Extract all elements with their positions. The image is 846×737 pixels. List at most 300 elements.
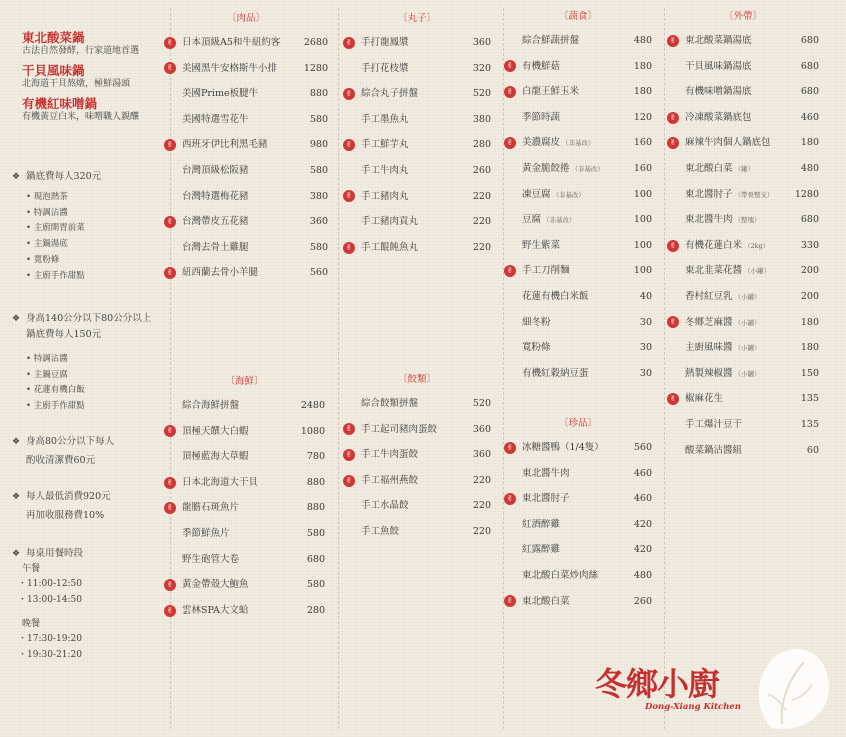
thumbs-up-icon: ✌ (667, 137, 679, 149)
menu-item (665, 182, 821, 208)
menu-item (502, 486, 654, 512)
thumbs-up-icon: ✌ (667, 393, 679, 405)
menu-item-name: 手工豬肉丸 (361, 190, 409, 202)
menu-item-price: 580 (309, 241, 328, 253)
menu-item-price: 560 (633, 442, 652, 453)
thumbs-up-icon: ✌ (343, 423, 355, 435)
menu-item-note: （小罐） (734, 318, 761, 327)
menu-item (502, 589, 654, 615)
menu-item-name: 東北醬肘子 (522, 493, 570, 505)
menu-item-name: 有機味噌鍋湯底 (685, 86, 752, 98)
menu-item-price: 260 (472, 164, 491, 176)
thumbs-up-icon: ✌ (504, 86, 516, 98)
thumbs-up-icon: ✌ (343, 475, 355, 487)
menu-item-name: 手工起司豬肉蛋餃 (361, 423, 438, 435)
menu-item-name: 手工鮮芋丸 (361, 139, 409, 151)
menu-item-name: 手工刀削麵 (522, 265, 570, 277)
thumbs-up-icon: ✌ (164, 139, 176, 151)
dining-block (12, 546, 162, 663)
menu-item-price: 880 (309, 88, 328, 100)
section-header: 〔海鮮〕 (225, 376, 264, 387)
menu-item-note: （非基改） (552, 190, 586, 199)
base-fee-block (12, 169, 162, 284)
menu-item-name: 紅酒醉雞 (522, 518, 561, 530)
menu-item-name: 主廚風味醬 （小罐） (685, 342, 761, 354)
menu-item-name: 熱製辣椒醬 （小罐） (685, 367, 761, 379)
menu-item-name: 寬粉條 (522, 342, 551, 354)
menu-item-price: 180 (800, 316, 819, 328)
menu-item-name: 酸菜鍋沾醬組 (685, 444, 743, 456)
thumbs-up-icon: ✌ (164, 579, 176, 591)
menu-item-price: 360 (472, 449, 491, 461)
menu-item (665, 28, 821, 54)
menu-item (502, 512, 654, 538)
menu-item-price: 680 (800, 86, 819, 98)
menu-item (162, 598, 327, 624)
menu-item-name: 香村紅豆乳 （小罐） (685, 290, 761, 302)
menu-item-price: 160 (633, 162, 652, 174)
menu-item-name: 手工牛肉丸 (361, 164, 409, 176)
menu-item (162, 495, 327, 521)
menu-item (665, 438, 821, 464)
menu-item-price: 580 (309, 164, 328, 176)
menu-item-name: 手工牛肉蛋餃 (361, 449, 419, 461)
menu-item-price: 480 (633, 35, 652, 46)
menu-item-price: 680 (800, 35, 819, 46)
menu-item-name: 綜合鮮蔬拼盤 (522, 35, 580, 46)
section-header: 〔珍品〕 (558, 418, 597, 429)
menu-item-price: 360 (472, 37, 491, 48)
menu-item-price: 220 (472, 474, 491, 486)
menu-item-note: （非基改） (571, 164, 605, 173)
menu-item (665, 335, 821, 361)
logo-name: 冬鄉小廚 (595, 665, 720, 703)
menu-item-name: 花蓮有機白米飯 (522, 290, 589, 302)
menu-item-name: 綜合海鮮拼盤 (182, 400, 240, 411)
section-vegetables (502, 10, 654, 386)
menu-item-name: 日本北海道大干貝 (182, 476, 259, 488)
list-item: • 主廚手作甜點 (26, 270, 85, 281)
hotpot-name: 東北酸菜鍋 (22, 30, 85, 45)
menu-item-price: 135 (800, 418, 819, 430)
menu-item-price: 460 (800, 111, 819, 123)
menu-item-name: 紐西蘭去骨小羊腿 (182, 267, 259, 279)
time-slot: ・17:30-19:20 (18, 634, 82, 644)
hotpot-desc: 古法自然發酵，行家道地首選 (22, 46, 140, 56)
kid-fee-block (12, 311, 162, 415)
menu-item-name: 有機鮮菇 (522, 60, 561, 72)
menu-item-price: 30 (639, 367, 652, 379)
thumbs-up-icon: ✌ (164, 502, 176, 514)
thumbs-up-icon: ✌ (504, 493, 516, 505)
diamond-icon: ❖ (12, 314, 21, 324)
menu-item (665, 233, 821, 259)
menu-item-note: （小罐） (734, 292, 761, 301)
hotpot-item (22, 96, 162, 124)
menu-item-price: 680 (306, 553, 325, 565)
menu-item (502, 207, 654, 233)
diamond-icon: ❖ (12, 172, 21, 182)
menu-item (162, 419, 327, 445)
menu-item-price: 220 (472, 216, 491, 228)
menu-item-price: 100 (633, 214, 652, 226)
menu-item (502, 258, 654, 284)
section-header: 〔蔬食〕 (558, 11, 597, 22)
menu-item-note: （小罐） (734, 344, 761, 353)
menu-item-price: 180 (633, 86, 652, 98)
menu-item-name: 東北酸菜鍋湯底 (685, 35, 752, 46)
menu-item (665, 361, 821, 387)
menu-item-note: （整塊） (734, 216, 761, 225)
logo (595, 666, 741, 712)
menu-item (502, 182, 654, 208)
logo-english: Dong-Xiang Kitchen (645, 702, 741, 712)
menu-item (162, 184, 330, 210)
menu-item-name: 美國黑牛安格斯牛小排 (182, 62, 278, 74)
menu-item (502, 233, 654, 259)
menu-item-price: 180 (633, 60, 652, 72)
menu-item-price: 220 (472, 241, 491, 253)
thumbs-up-icon: ✌ (667, 112, 679, 124)
menu-item-note: （非基改） (562, 139, 595, 148)
menu-item-price: 60 (806, 444, 819, 456)
list-item: • 主鍋湯底 (26, 239, 68, 250)
menu-item (665, 207, 821, 233)
menu-item-price: 680 (800, 60, 819, 72)
menu-item-price: 200 (800, 265, 819, 277)
menu-item-price: 100 (633, 265, 652, 277)
hotpot-name: 有機紅味噌鍋 (22, 96, 98, 111)
list-item: • 寬粉條 (26, 254, 60, 265)
menu-item (341, 107, 493, 133)
menu-item (341, 30, 493, 56)
menu-item (341, 391, 493, 417)
thumbs-up-icon: ✌ (504, 60, 516, 72)
thumbs-up-icon: ✌ (667, 35, 679, 47)
thumbs-up-icon: ✌ (164, 605, 176, 617)
menu-item-name: 頂極天饌大白蝦 (182, 425, 249, 437)
section-seafood (162, 375, 327, 623)
section-header: 〔肉品〕 (226, 13, 265, 24)
menu-item (665, 105, 821, 131)
menu-item-name: 東北醬牛肉 （整塊） (685, 214, 761, 226)
dinner-label: 晚餐 (22, 619, 41, 629)
menu-item-price: 120 (633, 111, 652, 123)
thumbs-up-icon: ✌ (343, 139, 355, 151)
time-slot: ・13:00-14:50 (18, 594, 82, 605)
menu-item-name: 野生砲管大卷 (182, 553, 240, 565)
section-header: 〔丸子〕 (397, 13, 436, 24)
menu-item-name: 日本頂級A5和牛紐約客 (182, 37, 281, 48)
menu-item-price: 460 (633, 493, 652, 505)
base-items-list (12, 190, 162, 284)
section-header: 〔外帶〕 (723, 11, 762, 22)
menu-item (665, 412, 821, 438)
menu-item (341, 158, 493, 184)
menu-item-price: 180 (800, 137, 819, 149)
menu-item-name: 干貝風味鍋湯底 (685, 60, 752, 72)
minimum-text: 每人最低消費920元 (26, 491, 111, 502)
menu-item-name: 美國特選雪花牛 (182, 113, 249, 125)
thumbs-up-icon: ✌ (667, 240, 679, 252)
menu-item-name: 季節鮮魚片 (182, 527, 230, 539)
menu-item-name: 凍豆腐 （非基改） (522, 188, 586, 200)
menu-item (665, 79, 821, 105)
section-balls (341, 12, 493, 260)
menu-item-name: 東北酸白菜 (522, 595, 570, 607)
thumbs-up-icon: ✌ (164, 37, 176, 49)
menu-item (502, 156, 654, 182)
thumbs-up-icon: ✌ (343, 88, 355, 100)
menu-item-name: 手工墨魚丸 (361, 113, 409, 125)
menu-item (502, 105, 654, 131)
menu-item (341, 417, 493, 443)
menu-item-name: 野生紫菜 (522, 239, 561, 251)
menu-item (502, 79, 654, 105)
menu-item-name: 東北酸白菜炒肉絲 (522, 569, 599, 581)
menu-item (502, 537, 654, 563)
menu-item (341, 132, 493, 158)
menu-item (665, 130, 821, 156)
menu-item (665, 156, 821, 182)
diamond-icon: ❖ (12, 492, 21, 502)
menu-item-note: （非基改） (543, 216, 576, 225)
menu-item (341, 442, 493, 468)
menu-item (665, 386, 821, 412)
menu-item-name: 雲林SPA大文蛤 (182, 604, 249, 616)
hotpot-desc: 有機黃豆白米，味噌職人親釀 (22, 112, 140, 122)
menu-item-price: 420 (633, 518, 652, 530)
menu-item (502, 563, 654, 589)
menu-item (162, 81, 330, 107)
menu-item (502, 435, 654, 461)
menu-item-price: 880 (306, 502, 325, 514)
menu-item (162, 209, 330, 235)
menu-item-name: 黃金帶殼大鮑魚 (182, 579, 249, 591)
menu-item-price: 1080 (300, 425, 325, 437)
menu-item (502, 284, 654, 310)
menu-item (162, 572, 327, 598)
diamond-icon: ❖ (12, 549, 21, 559)
menu-item (341, 81, 493, 107)
list-item: • 主廚開胃前菜 (26, 223, 85, 234)
menu-item-name: 手工餛飩魚丸 (361, 241, 419, 253)
menu-item-name: 手工爆汁豆干 (685, 418, 743, 430)
menu-item-name: 椒麻花生 (685, 393, 724, 405)
menu-item-name: 台灣特選梅花豬 (182, 190, 249, 202)
menu-item (502, 28, 654, 54)
menu-item-price: 360 (309, 216, 328, 228)
menu-item (162, 260, 330, 286)
thumbs-up-icon: ✌ (504, 595, 516, 607)
menu-item-name: 豆腐 （非基改） (522, 214, 576, 226)
list-item: • 特調沾醬 (26, 354, 68, 364)
diamond-icon: ❖ (12, 437, 21, 447)
menu-item-note: （帶骨整支） (734, 190, 774, 199)
section-dumplings (341, 373, 493, 545)
list-item: • 主廚手作甜點 (26, 401, 85, 412)
menu-item-price: 2680 (303, 37, 328, 48)
thumbs-up-icon: ✌ (164, 425, 176, 437)
list-item: • 主鍋豆腐 (26, 369, 68, 380)
thumbs-up-icon: ✌ (504, 137, 516, 149)
menu-item-name: 台灣頂級松阪豬 (182, 164, 249, 176)
hotpot-list (22, 30, 162, 129)
menu-item-price: 460 (633, 467, 652, 479)
menu-item (162, 444, 327, 470)
menu-item-price: 30 (639, 316, 652, 328)
kid-items-list (12, 352, 162, 415)
menu-item-name: 有機紅穀納豆蛋 (522, 367, 589, 379)
menu-item (162, 30, 330, 56)
menu-item-price: 150 (800, 367, 819, 379)
kid-fee-text: 身高140公分以下80公分以上 (26, 313, 152, 324)
menu-item-price: 100 (633, 239, 652, 251)
thumbs-up-icon: ✌ (504, 442, 516, 454)
menu-item (665, 310, 821, 336)
menu-item-name: 手工豬肉貢丸 (361, 216, 419, 228)
menu-item-name: 東北酸白菜 （罐） (685, 162, 755, 174)
menu-item (162, 470, 327, 496)
menu-item-price: 135 (800, 393, 819, 405)
menu-item-price: 880 (306, 476, 325, 488)
menu-item-name: 冰糖醬鴨（1/4隻） (522, 442, 604, 453)
menu-item-name: 手工福州燕餃 (361, 474, 419, 486)
menu-item-price: 40 (639, 290, 652, 302)
list-item: • 特調沾醬 (26, 207, 68, 218)
section-meat (162, 12, 330, 286)
menu-item-name: 綜合餃類拼盤 (361, 398, 419, 409)
column-divider (338, 8, 339, 729)
time-slot: ・19:30-21:20 (18, 649, 82, 660)
menu-item (341, 56, 493, 82)
menu-item (665, 54, 821, 80)
menu-item (502, 310, 654, 336)
menu-item-price: 1280 (794, 188, 819, 200)
menu-item-note: （2kg） (744, 241, 770, 250)
menu-item-name: 手工水晶餃 (361, 500, 409, 512)
kid-fee-text: 鍋底費每人150元 (26, 329, 102, 340)
menu-item (502, 54, 654, 80)
menu-item (341, 184, 493, 210)
menu-item-name: 手打花枝漿 (361, 62, 409, 74)
menu-item-price: 30 (639, 342, 652, 354)
menu-item-name: 美國Prime板腱牛 (182, 88, 259, 100)
menu-item-price: 1280 (303, 62, 328, 74)
menu-item-name: 台灣帶皮五花豬 (182, 216, 249, 228)
section-header: 〔餃類〕 (397, 374, 436, 385)
thumbs-up-icon: ✌ (343, 37, 355, 49)
thumbs-up-icon: ✌ (343, 190, 355, 202)
menu-item-price: 580 (309, 113, 328, 125)
lunch-label: 午餐 (22, 564, 41, 574)
base-fee-text: 鍋底費每人320元 (26, 171, 102, 182)
menu-item (162, 56, 330, 82)
thumbs-up-icon: ✌ (164, 267, 176, 279)
menu-item (502, 461, 654, 487)
menu-item-name: 手打龍鳳漿 (361, 37, 409, 48)
menu-item (341, 519, 493, 545)
menu-item-name: 頂極藍海大草蝦 (182, 451, 249, 463)
hotpot-desc: 北海道干貝熬燉，極鮮湯頭 (22, 79, 131, 89)
menu-item (162, 107, 330, 133)
menu-item (162, 158, 330, 184)
menu-item-price: 220 (472, 525, 491, 537)
menu-item-price: 520 (472, 88, 491, 100)
menu-item-name: 東北醬牛肉 (522, 467, 570, 479)
menu-item-name: 綜合丸子拼盤 (361, 88, 419, 100)
menu-item-price: 160 (633, 137, 652, 149)
menu-item-price: 380 (472, 113, 491, 125)
dining-title: 每桌用餐時段 (26, 548, 84, 559)
menu-item (162, 393, 327, 419)
menu-item (502, 130, 654, 156)
menu-item-price: 330 (800, 239, 819, 251)
menu-item-price: 480 (633, 569, 652, 581)
menu-item-name: 黃金脆餃捲 （非基改） (522, 162, 605, 174)
menu-item-note: （罐） (734, 164, 755, 173)
menu-item-note: （小罐） (744, 267, 771, 276)
menu-item-name: 東北醬肘子 （帶骨整支） (685, 188, 774, 200)
minimum-block (12, 489, 162, 523)
menu-item-name: 台灣去骨土雞腿 (182, 241, 249, 253)
thumbs-up-icon: ✌ (164, 62, 176, 74)
menu-item (502, 361, 654, 387)
menu-item-name: 紅露醉雞 (522, 544, 561, 556)
small-kid-block (12, 434, 162, 468)
menu-item (162, 132, 330, 158)
menu-item-price: 220 (472, 190, 491, 202)
menu-item-name: 麻辣牛肉個人鍋底包 (685, 137, 771, 149)
menu-item-price: 260 (633, 595, 652, 607)
menu-item (502, 335, 654, 361)
menu-item-name: 細冬粉 (522, 316, 551, 328)
menu-item-price: 780 (306, 451, 325, 463)
menu-item (162, 547, 327, 573)
menu-item-name: 美濃腐皮 （非基改） (522, 137, 595, 149)
menu-item-price: 680 (800, 214, 819, 226)
menu-item (341, 235, 493, 261)
menu-item-price: 2480 (300, 400, 325, 411)
thumbs-up-icon: ✌ (343, 242, 355, 254)
menu-item (665, 258, 821, 284)
menu-item (341, 209, 493, 235)
thumbs-up-icon: ✌ (164, 216, 176, 228)
menu-item (162, 235, 330, 261)
menu-item-price: 560 (309, 267, 328, 279)
menu-item-price: 580 (306, 527, 325, 539)
menu-item (341, 468, 493, 494)
menu-item-name: 手工魚餃 (361, 525, 400, 537)
menu-item-price: 580 (306, 579, 325, 591)
menu-item (162, 521, 327, 547)
menu-item-price: 220 (472, 500, 491, 512)
menu-item-name: 東北韭菜花醬 （小罐） (685, 265, 771, 277)
menu-item-price: 360 (472, 423, 491, 435)
small-kid-text: 身高80公分以下每人 (26, 436, 115, 447)
menu-item-price: 380 (309, 190, 328, 202)
section-takeout (665, 10, 821, 463)
list-item: • 現泡熱茶 (26, 192, 68, 202)
menu-item-price: 980 (309, 139, 328, 151)
menu-item (665, 284, 821, 310)
small-kid-text: 酌收清潔費60元 (26, 455, 96, 466)
menu-item-name: 龍膽石斑魚片 (182, 502, 240, 514)
menu-item-price: 100 (633, 188, 652, 200)
menu-item-price: 180 (800, 342, 819, 354)
hotpot-name: 干貝風味鍋 (22, 63, 85, 78)
cabbage-icon (742, 640, 837, 732)
